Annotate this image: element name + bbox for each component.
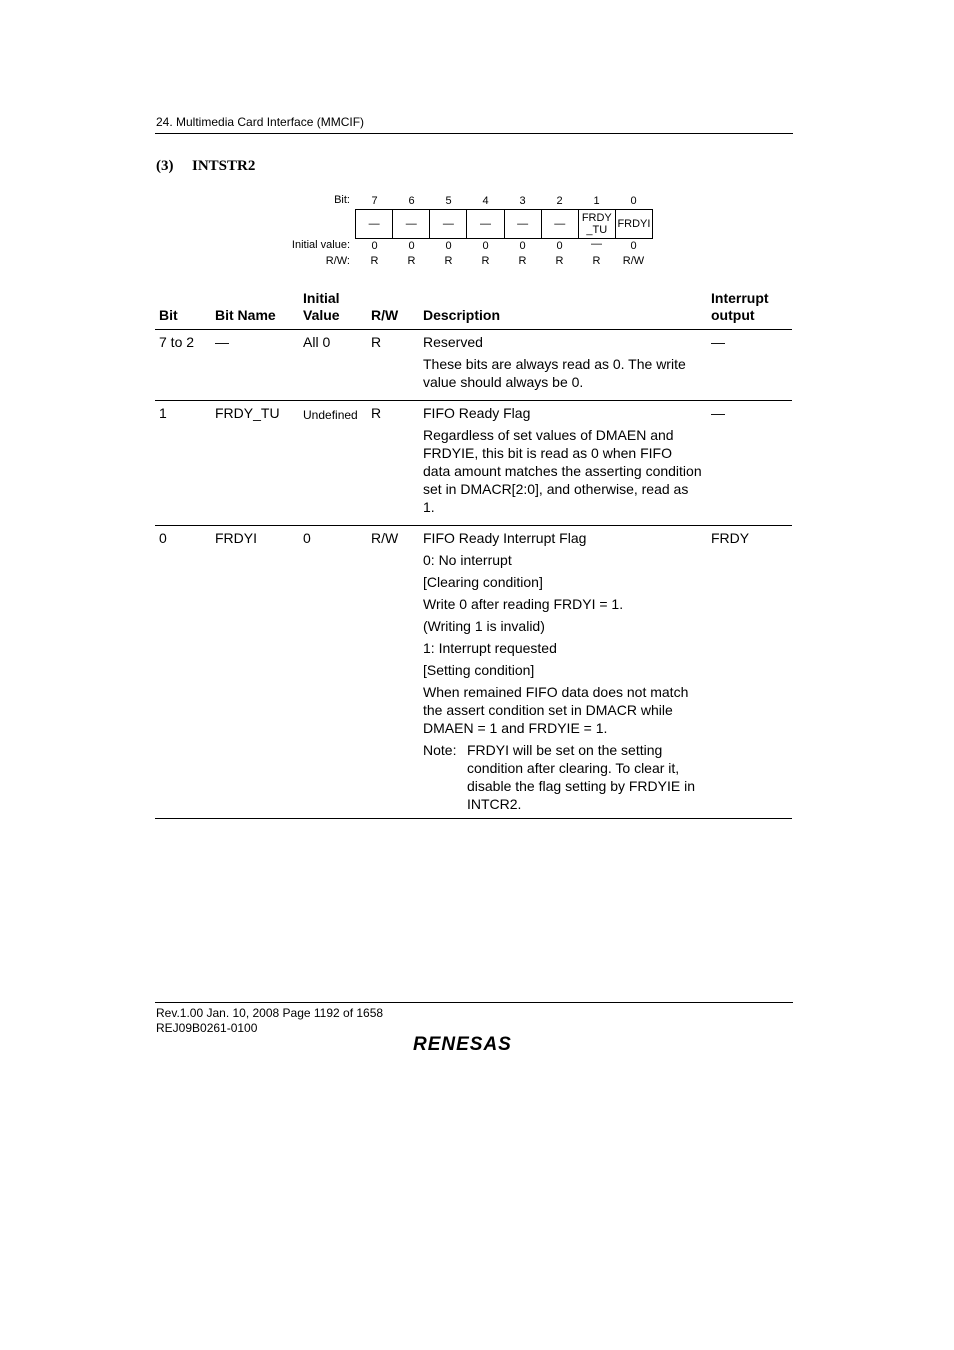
table-row bbox=[155, 526, 792, 819]
table-row bbox=[155, 401, 792, 526]
bit-field-frdy-tu: FRDY _TU bbox=[579, 210, 616, 238]
cell-initial: Undefined bbox=[299, 401, 367, 526]
cell-bit: 1 bbox=[155, 401, 211, 526]
bit-number: 0 bbox=[630, 195, 637, 207]
rw-value: R bbox=[407, 255, 416, 267]
initial-value: 0 bbox=[408, 240, 415, 252]
cell-interrupt: — bbox=[707, 401, 792, 526]
header-interrupt-output bbox=[707, 290, 792, 330]
cell-rw: R bbox=[367, 401, 419, 526]
initial-value: 0 bbox=[371, 240, 378, 252]
cell-description bbox=[419, 526, 707, 819]
cell-bit-name: FRDYI bbox=[211, 526, 299, 819]
rw-value: R bbox=[592, 255, 601, 267]
header-interrupt-line2: output bbox=[711, 307, 755, 323]
description-line: When remained FIFO data does not match the assert condition set in DMACR while DMAEN = 1 and FRDYIE = 1. bbox=[423, 684, 689, 736]
initial-value: 0 bbox=[482, 240, 489, 252]
rw-value: R bbox=[555, 255, 564, 267]
footer-document-number: REJ09B0261-0100 bbox=[156, 1021, 258, 1035]
description-line: Write 0 after reading FRDYI = 1. bbox=[423, 596, 624, 612]
description-line: (Writing 1 is invalid) bbox=[423, 618, 545, 634]
bit-field: — bbox=[356, 210, 393, 238]
header-bit: Bit bbox=[155, 290, 211, 330]
cell-bit: 0 bbox=[155, 526, 211, 819]
description-line: [Setting condition] bbox=[423, 662, 535, 678]
cell-bit-name: — bbox=[211, 330, 299, 401]
register-bit-fields bbox=[355, 209, 653, 239]
cell-bit-name: FRDY_TU bbox=[211, 401, 299, 526]
bit-number: 4 bbox=[482, 195, 489, 207]
cell-bit: 7 to 2 bbox=[155, 330, 211, 401]
bit-row-label: Bit: bbox=[334, 194, 350, 206]
description-line: FIFO Ready Interrupt Flag bbox=[423, 530, 587, 546]
footer-rule bbox=[155, 1002, 793, 1003]
header-bit-name: Bit Name bbox=[211, 290, 299, 330]
cell-interrupt: FRDY bbox=[707, 526, 792, 819]
bit-number: 5 bbox=[445, 195, 452, 207]
header-initial-line2: Value bbox=[303, 307, 340, 323]
initial-value: 0 bbox=[630, 240, 637, 252]
footer-revision: Rev.1.00 Jan. 10, 2008 Page 1192 of 1658 bbox=[156, 1006, 384, 1020]
header-initial-value bbox=[299, 290, 367, 330]
header-rw: R/W bbox=[367, 290, 419, 330]
bit-number: 6 bbox=[408, 195, 415, 207]
initial-row-label: Initial value: bbox=[291, 239, 350, 251]
section-name: INTSTR2 bbox=[192, 158, 256, 174]
bit-description-table bbox=[155, 290, 792, 819]
renesas-logo-icon bbox=[413, 1033, 533, 1055]
description-line: FIFO Ready Flag bbox=[423, 405, 531, 421]
description-line: 1: Interrupt requested bbox=[423, 640, 557, 656]
rw-value: R/W bbox=[622, 255, 645, 267]
bit-field: — bbox=[393, 210, 430, 238]
description-line: Regardless of set values of DMAEN and FRDYIE, this bit is read as 0 when FIFO data amount matches the asserting condition set in DMACR[2:0], and otherwise, read as 1. bbox=[423, 427, 702, 515]
bit-field: — bbox=[542, 210, 579, 238]
cell-description bbox=[419, 401, 707, 526]
description-line: 0: No interrupt bbox=[423, 552, 512, 568]
running-header: 24. Multimedia Card Interface (MMCIF) bbox=[156, 115, 365, 129]
description-line: [Clearing condition] bbox=[423, 574, 543, 590]
section-number: (3) bbox=[156, 158, 174, 174]
cell-interrupt: — bbox=[707, 330, 792, 401]
description-line: These bits are always read as 0. The write value should always be 0. bbox=[423, 356, 686, 390]
cell-initial: All 0 bbox=[299, 330, 367, 401]
header-initial-line1: Initial bbox=[303, 290, 340, 306]
rw-value: R bbox=[481, 255, 490, 267]
logo-text: RENESAS bbox=[413, 1034, 512, 1055]
initial-value: 0 bbox=[445, 240, 452, 252]
initial-value: 0 bbox=[556, 240, 563, 252]
rw-value: R bbox=[518, 255, 527, 267]
renesas-logo bbox=[413, 1033, 533, 1060]
bit-field: — bbox=[505, 210, 542, 238]
bit-number: 7 bbox=[371, 195, 378, 207]
bit-field: — bbox=[467, 210, 504, 238]
rw-value: R bbox=[444, 255, 453, 267]
bit-field: — bbox=[430, 210, 467, 238]
rw-row-label: R/W: bbox=[325, 255, 350, 267]
initial-value: — bbox=[591, 238, 602, 250]
note-text: FRDYI will be set on the setting condition after clearing. To clear it, disable the flag setting by FRDYIE in INTCR2. bbox=[467, 742, 696, 812]
description-line: Reserved bbox=[423, 334, 483, 350]
header-rule bbox=[155, 133, 793, 134]
table-row bbox=[155, 330, 792, 401]
header-description: Description bbox=[419, 290, 707, 330]
cell-description bbox=[419, 330, 707, 401]
note-label: Note: bbox=[423, 742, 457, 758]
initial-value: 0 bbox=[519, 240, 526, 252]
table-header-row bbox=[155, 290, 792, 330]
section-title bbox=[156, 158, 255, 175]
bit-number: 3 bbox=[519, 195, 526, 207]
cell-rw: R/W bbox=[367, 526, 419, 819]
rw-value: R bbox=[370, 255, 379, 267]
cell-initial: 0 bbox=[299, 526, 367, 819]
header-interrupt-line1: Interrupt bbox=[711, 290, 769, 306]
note bbox=[423, 741, 703, 813]
bit-number: 2 bbox=[556, 195, 563, 207]
cell-rw: R bbox=[367, 330, 419, 401]
bit-field-frdyi: FRDYI bbox=[617, 218, 651, 230]
bit-number: 1 bbox=[593, 195, 600, 207]
